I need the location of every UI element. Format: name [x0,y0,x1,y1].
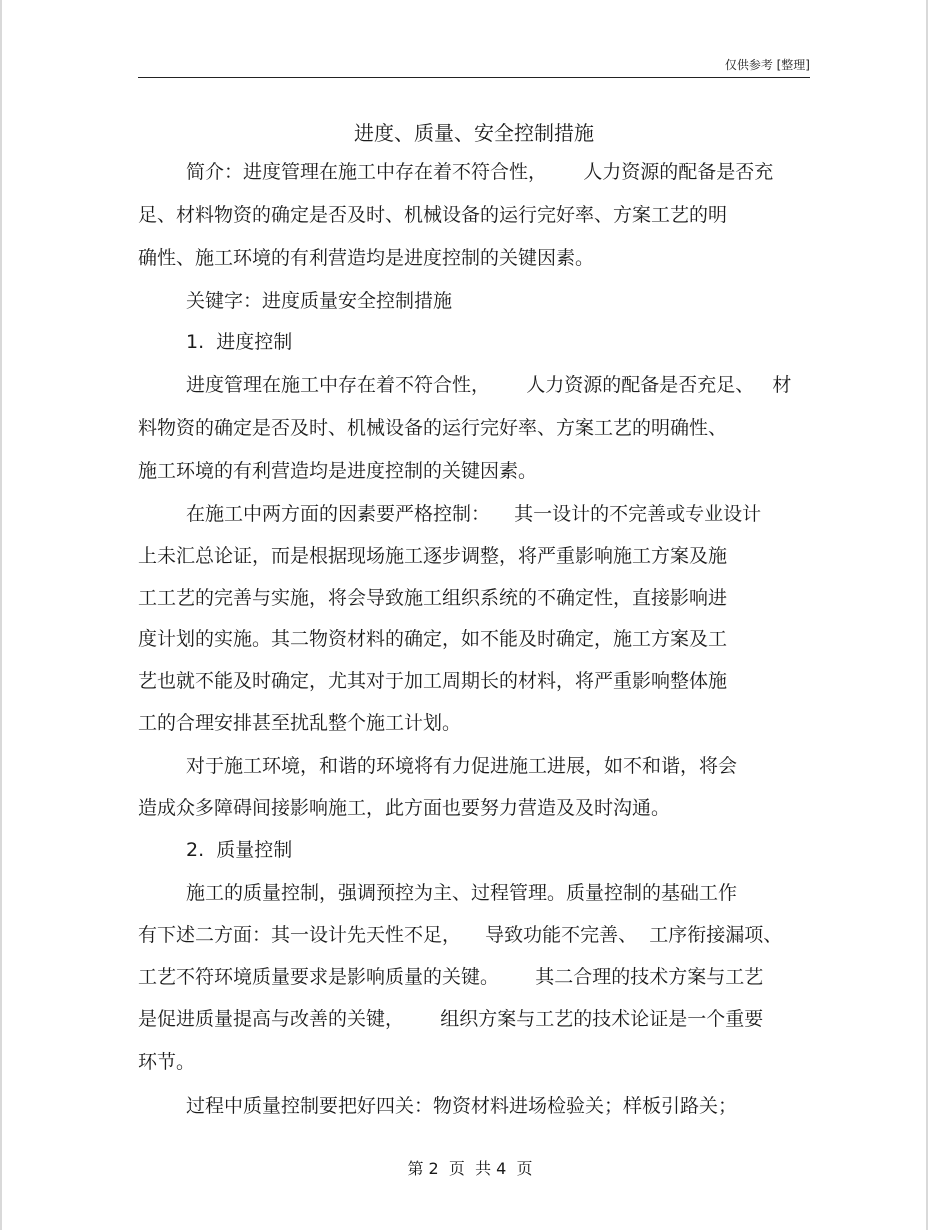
text-line: 工的合理安排甚至扰乱整个施工计划。 [138,712,462,734]
text-line: 度计划的实施。其二物资材料的确定，如不能及时确定，施工方案及工 [138,628,728,650]
header-rule [138,77,810,78]
text-line: 造成众多障碍间接影响施工，此方面也要努力营造及及时沟通。 [138,797,671,819]
text-line: 进度管理在施工中存在着不符合性， 人力资源的配备是否充足、 材 [186,374,792,396]
text-line: 工艺不符环境质量要求是影响质量的关键。 其二合理的技术方案与工艺 [138,966,764,988]
text-line: 在施工中两方面的因素要严格控制： 其一设计的不完善或专业设计 [186,503,762,525]
header-note: 仅供参考 [整理] [724,58,810,72]
text-line: 足、材料物资的确定是否及时、机械设备的运行完好率、方案工艺的明 [138,204,728,226]
text-line: 艺也就不能及时确定，尤其对于加工周期长的材料，将严重影响整体施 [138,670,728,692]
text-line: 料物资的确定是否及时、机械设备的运行完好率、方案工艺的明确性、 [138,417,728,439]
text-line: 环节。 [138,1051,196,1073]
text-line: 关键字：进度质量安全控制措施 [186,290,453,312]
text-line: 过程中质量控制要把好四关：物资材料进场检验关；样板引路关； [186,1095,738,1117]
text-line: 上未汇总论证，而是根据现场施工逐步调整，将严重影响施工方案及施 [138,545,728,567]
text-line: 是促进质量提高与改善的关键， 组织方案与工艺的技术论证是一个重要 [138,1008,764,1030]
text-line: 工工艺的完善与实施，将会导致施工组织系统的不确定性，直接影响进 [138,587,728,609]
text-line: 施工环境的有利营造均是进度控制的关键因素。 [138,460,538,482]
page-left-edge [0,0,2,1230]
section-heading: 1. 进度控制 [186,331,293,353]
document-title: 进度、质量、安全控制措施 [354,121,594,145]
page-footer: 第 2 页 共 4 页 [407,1159,533,1178]
text-line: 确性、施工环境的有利营造均是进度控制的关键因素。 [138,247,595,269]
text-line: 简介：进度管理在施工中存在着不符合性， 人力资源的配备是否充 [186,161,774,183]
text-line: 对于施工环境，和谐的环境将有力促进施工进展，如不和谐，将会 [186,755,738,777]
section-heading: 2. 质量控制 [186,839,293,861]
text-line: 有下述二方面：其一设计先天性不足， 导致功能不完善、 工序衔接漏项、 [138,924,783,946]
text-line: 施工的质量控制，强调预控为主、过程管理。质量控制的基础工作 [186,882,738,904]
page-right-edge [926,0,928,1230]
